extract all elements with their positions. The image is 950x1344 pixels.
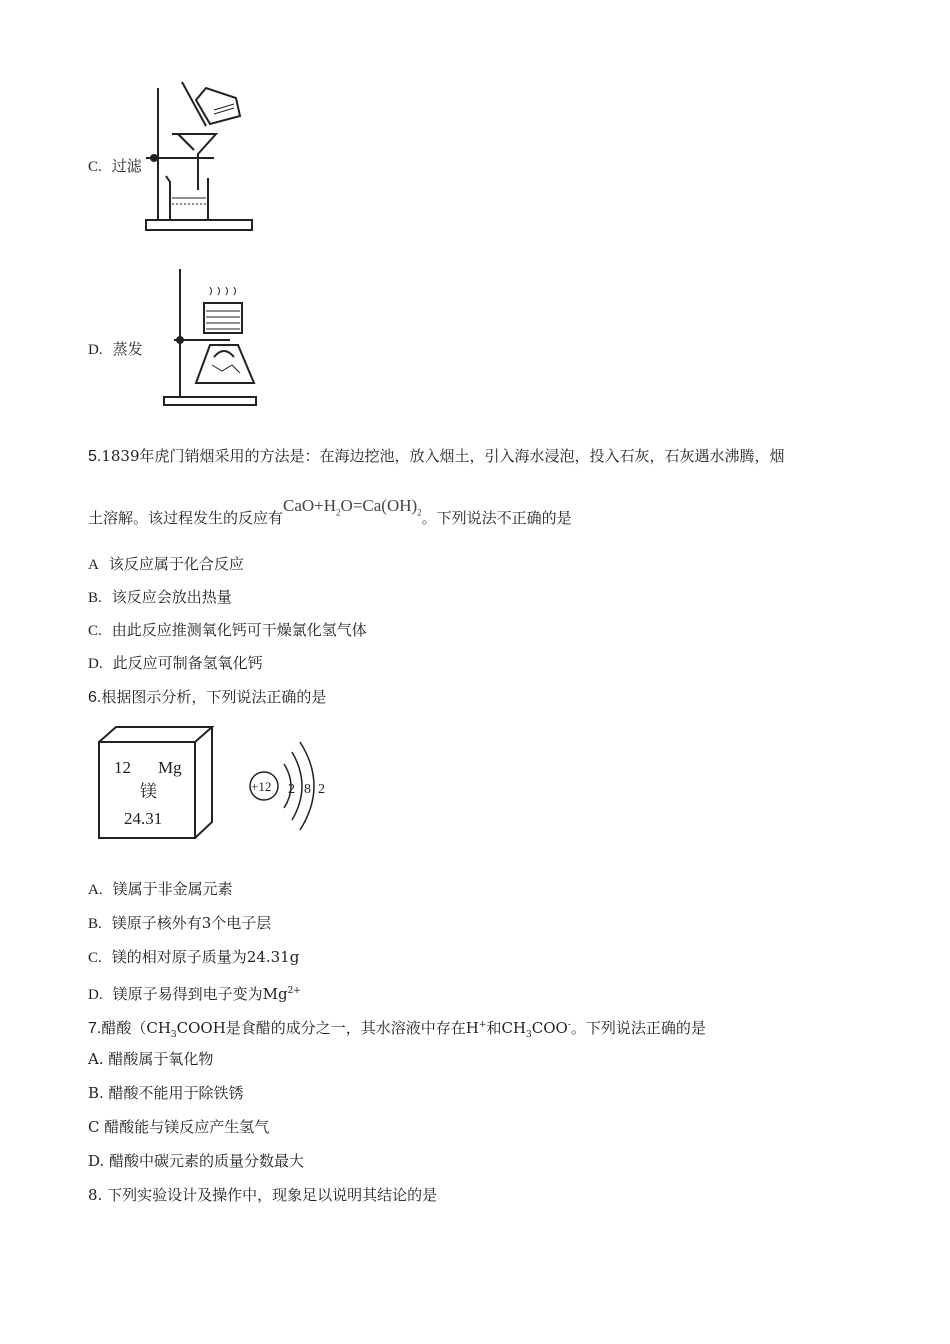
filtration-apparatus-image (144, 80, 256, 235)
question-7-stem: 7.醋酸（$CH_3COOH$是食醋的成分之一，其水溶液中存在H+和$CH_3COO^-$。下列说法正确的是 (88, 1019, 706, 1040)
chemical-equation: $CaO+H_2O=Ca(OH)_2$ (283, 496, 422, 518)
nucleus-charge: +12 (251, 779, 272, 794)
question-5-line-1 (88, 446, 785, 467)
option-d-evaporation (88, 339, 143, 360)
question-7-option-b: B. 醋酸不能用于除铁锈 (88, 1084, 244, 1102)
magnesium-atom-structure (246, 740, 336, 832)
option-label: D. (88, 342, 103, 358)
evaporation-apparatus-image (160, 265, 260, 410)
shell-3-electrons: 2 (318, 782, 325, 797)
question-7-option-d: D. 醋酸中碳元素的质量分数最大 (88, 1152, 305, 1170)
question-6-option-a: A. 镁属于非金属元素 (88, 880, 233, 898)
question-text: 1839年虎门销烟采用的方法是：在海边挖池，放入烟土，引入海水浸泡，投入石灰，石灰遇水沸腾，烟 (101, 447, 785, 465)
question-number: 7. (88, 1020, 102, 1037)
question-6-option-b: B. 镁原子核外有3个电子层 (88, 914, 272, 932)
option-text: 蒸发 (112, 340, 143, 358)
question-5-option-c: C. 由此反应推测氧化钙可干燥氯化氢气体 (88, 621, 367, 639)
element-name: 镁 (140, 782, 157, 802)
question-5-option-a: A 该反应属于化合反应 (88, 555, 244, 573)
element-symbol: Mg (158, 758, 182, 777)
question-6-option-d: D. 镁原子易得到电子变为$Mg^{2+}$ (88, 985, 301, 1003)
atomic-mass: 24.31 (124, 809, 163, 828)
question-7-option-a: A. 醋酸属于氧化物 (88, 1050, 214, 1068)
question-6-stem (88, 687, 326, 708)
atomic-number: 12 (114, 758, 131, 777)
question-number: 5. (88, 448, 102, 465)
question-7-option-c: C 醋酸能与镁反应产生氢气 (88, 1118, 270, 1136)
question-text: 土溶解。该过程发生的反应有 (88, 509, 284, 527)
question-8-stem: 8. 下列实验设计及操作中，现象足以说明其结论的是 (88, 1186, 438, 1204)
question-text: 根据图示分析，下列说法正确的是 (101, 688, 327, 706)
question-5-line-2 (88, 496, 572, 534)
question-5-option-d: D. 此反应可制备氢氧化钙 (88, 654, 263, 672)
question-5-option-b: B. 该反应会放出热量 (88, 588, 232, 606)
option-label: C. (88, 159, 102, 175)
question-6-option-c: C. 镁的相对原子质量为24.31g (88, 948, 300, 966)
shell-1-electrons: 2 (288, 782, 295, 797)
question-number: 6. (88, 689, 102, 706)
option-c-filtration (88, 156, 142, 177)
question-text: 。下列说法不正确的是 (421, 509, 572, 527)
option-text: 过滤 (111, 157, 142, 175)
magnesium-element-card (96, 724, 216, 844)
shell-2-electrons: 8 (304, 782, 311, 797)
